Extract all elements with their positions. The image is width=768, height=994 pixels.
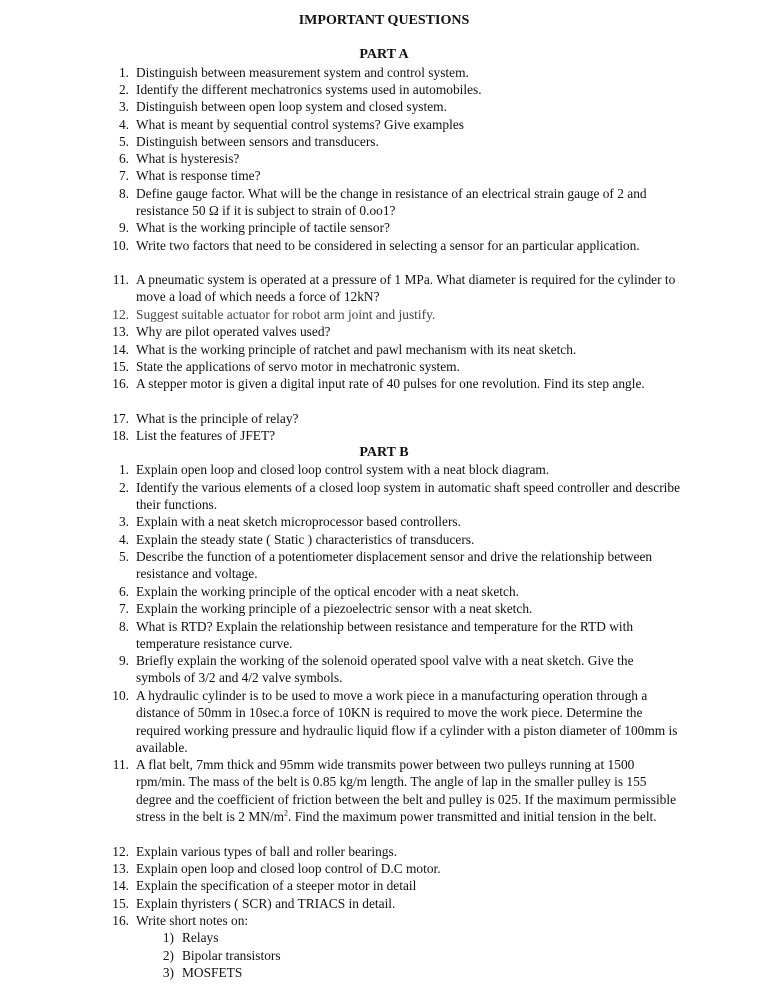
question-text: Distinguish between sensors and transducers. <box>136 134 379 149</box>
question-number: 7. <box>118 168 129 183</box>
question-text-continued: . Find the maximum power transmitted and initial tension in the belt. <box>288 808 657 824</box>
question-number: 16. <box>112 913 129 928</box>
question-text: Explain the steady state ( Static ) characteristics of transducers. <box>136 532 475 547</box>
question-text: Explain open loop and closed loop control system with a neat block diagram. <box>136 462 550 477</box>
question-number: 14. <box>112 878 129 893</box>
question-number: 12. <box>112 844 129 859</box>
question-text: List the features of JFET? <box>136 428 276 443</box>
question-text: What is meant by sequential control systems? Give examples <box>136 117 464 132</box>
superscript: 2 <box>284 808 289 818</box>
question-text: Write two factors that need to be considered in selecting a sensor for an particular application. <box>136 238 640 253</box>
question-text: Suggest suitable actuator for robot arm joint and justify. <box>136 307 436 322</box>
question-text: State the applications of servo motor in mechatronic system. <box>136 359 460 374</box>
question-number: 1. <box>118 462 129 477</box>
question-number: 5. <box>118 134 129 149</box>
question-number: 15. <box>112 359 129 374</box>
question-number: 3. <box>118 514 129 529</box>
question-text: Explain the specification of a steeper motor in detail <box>136 878 417 893</box>
question-number: 9. <box>118 220 129 235</box>
question-text: Distinguish between open loop system and closed system. <box>136 99 447 114</box>
sub-item-number: 2) <box>162 948 174 963</box>
question-number: 1. <box>118 65 129 80</box>
question-text: A stepper motor is given a digital input rate of 40 pulses for one revolution. Find its step angle. <box>136 376 645 391</box>
question-text: Explain open loop and closed loop control of D.C motor. <box>136 861 441 876</box>
question-number: 6. <box>118 151 129 166</box>
question-number: 14. <box>112 342 129 357</box>
question-text: What is RTD? Explain the relationship between resistance and temperature for the RTD with temperature resistance curve. <box>136 619 634 652</box>
question-text: What is response time? <box>136 168 261 183</box>
question-number: 3. <box>118 99 129 114</box>
question-number: 13. <box>112 861 129 876</box>
question-text: Briefly explain the working of the solenoid operated spool valve with a neat sketch. Give the symbols of 3/2 and 4/2 valve symbols. <box>136 653 634 686</box>
question-text: Explain the working principle of a piezoelectric sensor with a neat sketch. <box>136 601 533 616</box>
sub-item-text: Bipolar transistors <box>182 948 281 963</box>
sub-item-number: 1) <box>162 930 174 945</box>
question-text: Identify the various elements of a closed loop system in automatic shaft speed controller and describe their functions. <box>136 480 681 513</box>
question-number: 12. <box>112 307 129 322</box>
question-number: 5. <box>118 549 129 564</box>
question-text: Explain the working principle of the optical encoder with a neat sketch. <box>136 584 519 599</box>
question-text-main: A flat belt, 7mm thick and 95mm wide transmits power between two pulleys running at 1500 rpm/min. The mass of the belt is 0.85 kg/m length. The angle of lap in the smaller pulley is 155 degree and the coefficient of friction between the belt and pulley is 025. If the maximum permissible stress in the belt is 2 MN/m <box>136 757 677 824</box>
question-text: Identify the different mechatronics systems used in automobiles. <box>136 82 482 97</box>
question-text: What is the working principle of ratchet and pawl mechanism with its neat sketch. <box>136 342 577 357</box>
document-title: IMPORTANT QUESTIONS <box>298 13 470 28</box>
question-number: 10. <box>112 688 129 703</box>
question-number: 4. <box>118 532 129 547</box>
question-number: 16. <box>112 376 129 391</box>
question-text: Explain various types of ball and roller bearings. <box>136 844 398 859</box>
question-text: Describe the function of a potentiometer displacement sensor and drive the relationship between resistance and voltage. <box>136 549 653 582</box>
question-text: Write short notes on: <box>136 913 249 928</box>
question-number: 8. <box>118 619 129 634</box>
question-text: What is the working principle of tactile sensor? <box>136 220 390 235</box>
question-text: A pneumatic system is operated at a pressure of 1 MPa. What diameter is required for the cylinder to move a load of which needs a force of 12kN? <box>136 272 676 305</box>
question-number: 6. <box>118 584 129 599</box>
question-number: 13. <box>112 324 129 339</box>
question-number: 4. <box>118 117 129 132</box>
sub-item-text: MOSFETS <box>182 965 243 980</box>
question-number: 18. <box>112 428 129 443</box>
question-text: What is hysteresis? <box>136 151 240 166</box>
question-number: 11. <box>112 757 129 772</box>
question-text <box>136 756 681 825</box>
question-text: Distinguish between measurement system and control system. <box>136 65 469 80</box>
question-number: 2. <box>118 480 129 495</box>
sub-item-number: 3) <box>162 965 174 980</box>
question-text: Define gauge factor. What will be the change in resistance of an electrical strain gauge of 2 and resistance 50 Ω if it is subject to strain of 0.oo1? <box>136 186 647 219</box>
question-text: Explain with a neat sketch microprocessor based controllers. <box>136 514 461 529</box>
question-number: 2. <box>118 82 129 97</box>
question-number: 17. <box>112 411 129 426</box>
part-b-heading: PART B <box>359 445 409 460</box>
question-number: 10. <box>112 238 129 253</box>
part-a-heading: PART A <box>359 47 409 62</box>
question-number: 11. <box>112 272 129 287</box>
question-text: What is the principle of relay? <box>136 411 299 426</box>
question-text: Explain thyristers ( SCR) and TRIACS in detail. <box>136 896 396 911</box>
question-number: 8. <box>118 186 129 201</box>
question-text: A hydraulic cylinder is to be used to move a work piece in a manufacturing operation through a distance of 50mm in 10sec.a force of 10KN is required to move the work piece. Determine the required working pressure and hydraulic liquid flow if a cylinder with a piston diameter of 100mm is available. <box>136 688 678 755</box>
question-number: 7. <box>118 601 129 616</box>
question-number: 15. <box>112 896 129 911</box>
question-text: Why are pilot operated valves used? <box>136 324 331 339</box>
sub-item-text: Relays <box>182 930 219 945</box>
question-number: 9. <box>118 653 129 668</box>
